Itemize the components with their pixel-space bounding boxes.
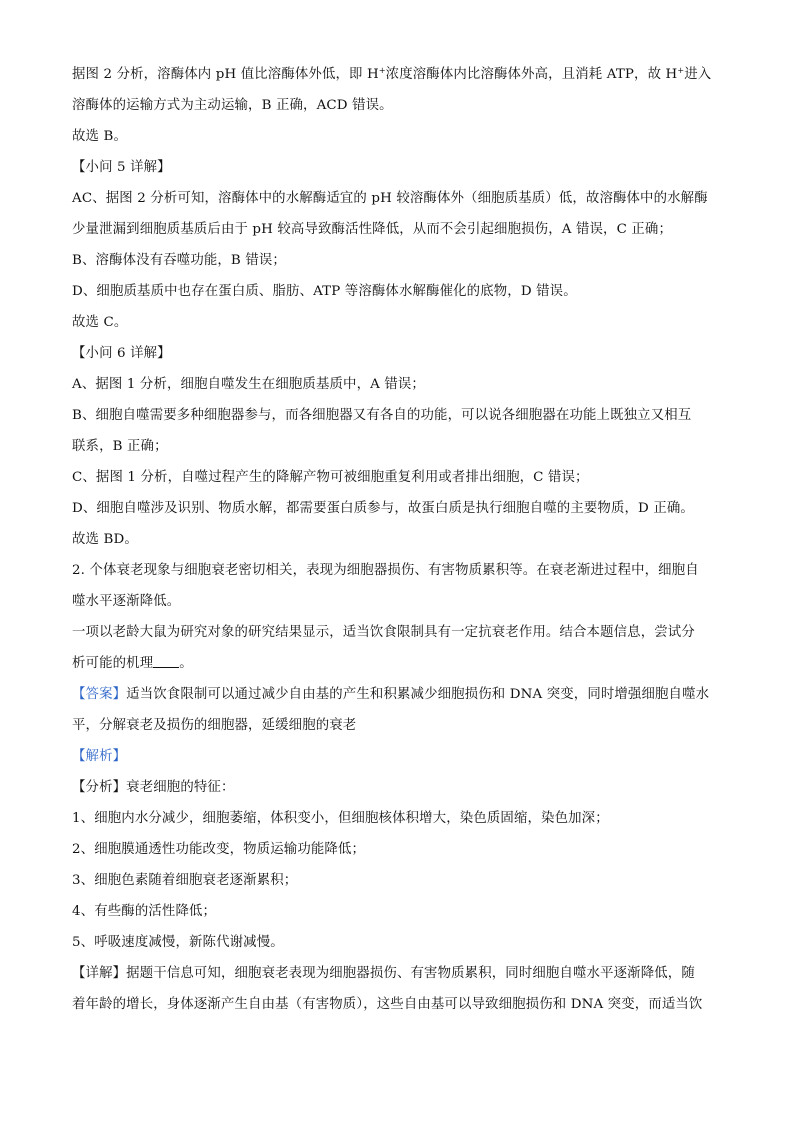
text-line-8: D、细胞质基质中也存在蛋白质、脂肪、ATP 等溶酶体水解酶催化的底物，D 错误。 xyxy=(72,284,577,299)
question-2-line-2: 噬水平逐渐降低。 xyxy=(72,594,181,609)
detail-line-2: 着年龄的增长，身体逐渐产生自由基（有害物质），这些自由基可以导致细胞损伤和 DNA 突变，而适当饮 xyxy=(72,997,703,1012)
text-line-16: 故选 BD。 xyxy=(72,532,138,547)
detail-line-1: 【详解】据题干信息可知，细胞衰老表现为细胞器损伤、有害物质累积，同时细胞自噬水平逐渐降低，随 xyxy=(72,966,695,981)
text-line-14: C、据图 1 分析，自噬过程产生的降解产物可被细胞重复利用或者排出细胞，C 错误； xyxy=(72,470,589,485)
analysis-line-2: 1、细胞内水分减少，细胞萎缩，体积变小，但细胞核体积增大，染色质固缩，染色加深； xyxy=(72,811,609,826)
text-line-15: D、细胞自噬涉及识别、物质水解，都需要蛋白质参与，故蛋白质是执行细胞自噬的主要物质，D 正确。 xyxy=(72,501,694,516)
text-line-9: 故选 C。 xyxy=(72,315,128,330)
analysis-tag: 【解析】 xyxy=(72,749,127,764)
analysis-line-1: 【分析】衰老细胞的特征： xyxy=(72,780,235,795)
text-line-3: 故选 B。 xyxy=(72,129,128,144)
answer-line-2: 平，分解衰老及损伤的细胞器，延缓细胞的衰老 xyxy=(72,718,357,733)
analysis-line-4: 3、细胞色素随着细胞衰老逐渐累积； xyxy=(72,873,298,888)
analysis-line-5: 4、有些酶的活性降低； xyxy=(72,904,217,919)
answer-tag: 【答案】 xyxy=(72,687,127,702)
analysis-line-3: 2、细胞膜通透性功能改变，物质运输功能降低； xyxy=(72,842,366,857)
text-line-2: 溶酶体的运输方式为主动运输，B 正确，ACD 错误。 xyxy=(72,98,393,113)
analysis-line-6: 5、呼吸速度减慢，新陈代谢减慢。 xyxy=(72,935,284,950)
text-line-6: 少量泄漏到细胞质基质后由于 pH 较高导致酶活性降低，从而不会引起细胞损伤，A 错误，C 正确； xyxy=(72,222,673,237)
text-line-7: B、溶酶体没有吞噬功能，B 错误； xyxy=(72,253,286,268)
section-heading-q6: 【小问 6 详解】 xyxy=(72,346,171,361)
text-line-1: 据图 2 分析，溶酶体内 pH 值比溶酶体外低，即 H+浓度溶酶体内比溶酶体外高，且消耗 ATP，故 H+进入 xyxy=(72,66,712,82)
text-line-5: AC、据图 2 分析可知，溶酶体中的水解酶适宜的 pH 较溶酶体外（细胞质基质）低，故溶酶体中的水解酶 xyxy=(72,191,708,206)
answer-line-1: 【答案】适当饮食限制可以通过减少自由基的产生和积累减少细胞损伤和 DNA 突变，同时增强细胞自噬水 xyxy=(72,687,710,702)
text-line-12: B、细胞自噬需要多种细胞器参与，而各细胞器又有各自的功能，可以说各细胞器在功能上既独立又相互 xyxy=(72,408,692,423)
question-2-line-3: 一项以老龄大鼠为研究对象的研究结果显示，适当饮食限制具有一定抗衰老作用。结合本题信息，尝试分 xyxy=(72,625,695,640)
section-heading-q5: 【小问 5 详解】 xyxy=(72,160,171,175)
text-line-11: A、据图 1 分析，细胞自噬发生在细胞质基质中，A 错误； xyxy=(72,377,425,392)
answer-blank xyxy=(153,655,179,668)
text-line-13: 联系，B 正确； xyxy=(72,439,168,454)
question-2-line-4: 析可能的机理 。 xyxy=(72,656,193,671)
question-2-line-1: 2. 个体衰老现象与细胞衰老密切相关，表现为细胞器损伤、有害物质累积等。在衰老渐进过程中，细胞自 xyxy=(72,563,699,578)
